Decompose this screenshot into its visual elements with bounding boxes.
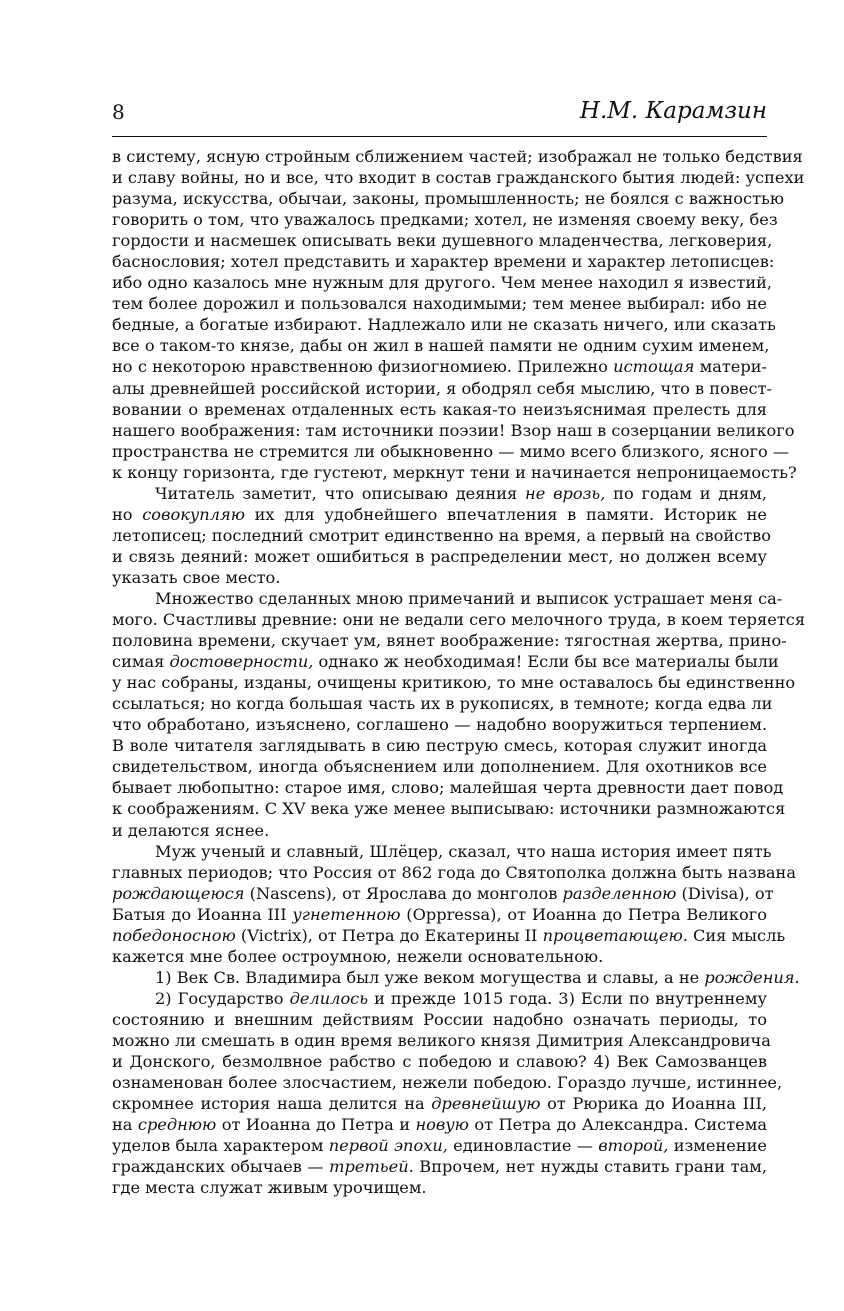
text-line — [112, 862, 797, 883]
text-line — [112, 1093, 767, 1114]
text-line — [112, 1072, 783, 1093]
text-segment: симая — [112, 652, 170, 672]
italic-text: среднюю — [137, 1115, 217, 1135]
text-segment: матери- — [694, 357, 768, 377]
text-line — [112, 441, 790, 462]
text-segment: пространства не стремится ли обыкновенно — мимо всего близкого, ясного — — [112, 441, 790, 461]
page-number: 8 — [112, 100, 125, 124]
text-line — [112, 1177, 767, 1198]
text-line — [112, 967, 800, 988]
italic-text: рождения. — [704, 967, 800, 987]
running-header — [112, 98, 767, 132]
text-segment: Множество сделанных мною примечаний и выписок устрашает меня са- — [155, 588, 783, 608]
text-line — [112, 651, 779, 672]
text-segment: но — [112, 504, 143, 524]
text-segment: однако ж необходимая! Если бы все материалы были — [313, 652, 779, 672]
text-line — [112, 777, 784, 798]
text-segment: половина времени, скучает ум, вянет воображение: тягостная жертва, прино- — [112, 631, 787, 651]
body-text — [112, 146, 806, 1198]
text-segment: главных периодов; что Россия от 862 года до Святополка должна быть названа — [112, 862, 797, 882]
text-segment: от Петра до Александра. Система — [468, 1115, 768, 1135]
text-line — [112, 609, 806, 630]
text-line — [112, 293, 767, 314]
text-segment: 2) Государство — [155, 988, 290, 1008]
text-segment: Батыя до Иоанна III — [112, 904, 293, 924]
text-segment: и связь деяний: может ошибиться в распределении мест, но должен всему — [112, 546, 767, 566]
italic-text: не врозь, — [525, 483, 606, 503]
text-line — [112, 1114, 767, 1135]
text-line — [112, 420, 795, 441]
text-segment: Муж ученый и славный, Шлёцер, сказал, что наша история имеет пять — [155, 841, 772, 861]
text-segment: 1) Век Св. Владимира был уже веком могущества и славы, а не — [155, 967, 705, 987]
text-line — [112, 714, 767, 735]
italic-text: победоносною — [112, 925, 236, 945]
text-line — [112, 988, 767, 1009]
text-line — [112, 841, 772, 862]
text-line — [112, 567, 767, 588]
text-segment: Впрочем, нет нужды ставить грани там, — [413, 1157, 767, 1177]
italic-text: делилось — [289, 988, 369, 1008]
text-segment: что обработано, изъяснено, соглашено — надобно вооружиться терпением. — [112, 715, 767, 735]
text-segment: вовании о временах отдаленных есть какая-то неизъяснимая прелесть для — [112, 399, 767, 419]
italic-text: рождающеюся — [112, 883, 245, 903]
text-line — [112, 925, 786, 946]
text-line — [112, 1156, 767, 1177]
text-segment: и Донского, безмолвное рабство с победою и славою? 4) Век Самозванцев — [112, 1052, 767, 1072]
italic-text: процветающею. — [542, 925, 688, 945]
text-segment: свидетельством, иногда объяснением или дополнением. Для охотников все — [112, 757, 767, 777]
text-segment: алы древнейшей российской истории, я ободрял себя мыслию, что в повест- — [112, 378, 773, 398]
text-line — [112, 335, 770, 356]
text-line — [112, 209, 778, 230]
text-segment: состоянию и внешним действиям России надобно означать периоды, то — [112, 1009, 767, 1029]
italic-text: совокупляю — [142, 504, 245, 524]
text-segment: единовластие — — [447, 1136, 599, 1156]
text-segment: В воле читателя заглядывать в сию пеструю смесь, которая служит иногда — [112, 736, 767, 756]
italic-text: древнейшую — [431, 1094, 541, 1114]
text-segment: уделов была характером — [112, 1136, 329, 1156]
text-segment: ознаменован более злосчастием, нежели победою. Гораздо лучше, истиннее, — [112, 1073, 783, 1093]
text-line — [112, 798, 786, 819]
text-segment: ссылаться; но когда большая часть их в рукописях, в темноте; когда едва ли — [112, 694, 773, 714]
italic-text: разделенною — [562, 883, 677, 903]
text-line — [112, 230, 773, 251]
text-segment: мого. Счастливы древние: они не ведали сего мелочного труда, в коем теряется — [112, 610, 806, 630]
text-segment: можно ли смешать в один время великого князя Димитрия Александровича — [112, 1030, 771, 1050]
text-line — [112, 1009, 767, 1030]
text-line — [112, 883, 774, 904]
text-line — [112, 735, 767, 756]
text-segment: в систему, ясную стройным сближением частей; изображал не только бедствия — [112, 147, 803, 166]
text-segment: Читатель заметит, что описываю деяния — [155, 483, 526, 503]
italic-text: первой эпохи, — [328, 1136, 448, 1156]
text-line — [112, 504, 767, 525]
text-line — [112, 756, 767, 777]
text-segment: (Divisa), от — [676, 883, 774, 903]
text-segment: бедные, а богатые избирают. Надлежало или не сказать ничего, или сказать — [112, 315, 776, 335]
text-line — [112, 378, 773, 399]
text-segment: на — [112, 1115, 138, 1135]
text-line — [112, 546, 767, 567]
italic-text: новую — [415, 1115, 469, 1135]
text-segment: их для удобнейшего впечатления в памяти. Историк не — [244, 504, 767, 524]
text-line — [112, 904, 767, 925]
text-line — [112, 167, 805, 188]
text-line — [112, 630, 787, 651]
running-title: Н.М. Карамзин — [579, 98, 767, 124]
italic-text: третьей. — [329, 1157, 414, 1177]
text-segment: гражданских обычаев — — [112, 1157, 330, 1177]
text-segment: гордости и насмешек описывать веки душевного младенчества, легковерия, — [112, 231, 773, 251]
text-segment: кажется мне более остроумною, нежели основательною. — [112, 946, 604, 966]
text-line — [112, 146, 803, 167]
text-segment: к соображениям. С XV века уже менее выписываю: источники размножаются — [112, 799, 786, 819]
italic-text: угнетенною — [292, 904, 401, 924]
text-line — [112, 1051, 767, 1072]
text-line — [112, 483, 767, 504]
text-segment: указать свое место. — [112, 567, 281, 587]
text-line — [112, 272, 773, 293]
text-segment: где места служат живым урочищем. — [112, 1178, 427, 1198]
text-line — [112, 946, 767, 967]
text-segment: говорить о том, что уважалось предками; хотел, не изменяя своему веку, без — [112, 210, 778, 230]
text-line — [112, 693, 773, 714]
text-segment: от Рюрика до Иоанна III, — [540, 1094, 767, 1114]
text-line — [112, 588, 783, 609]
text-segment: у нас собраны, изданы, очищены критикою, то мне оставалось бы единственно — [112, 673, 796, 693]
text-line — [112, 251, 775, 272]
text-segment: и прежде 1015 года. 3) Если по внутреннему — [368, 988, 768, 1008]
text-line — [112, 820, 767, 841]
text-line — [112, 525, 772, 546]
text-segment: нашего воображения: там источники поэзии! Взор наш в созерцании великого — [112, 420, 795, 440]
text-line — [112, 356, 767, 377]
text-segment: от Иоанна до Петра и — [216, 1115, 416, 1135]
text-segment: и делаются яснее. — [112, 820, 270, 840]
italic-text: второй, — [598, 1136, 669, 1156]
text-segment: летописец; последний смотрит единственно на время, а первый на свойство — [112, 525, 772, 545]
text-segment: к концу горизонта, где густеют, меркнут тени и начинается непроницаемость? — [112, 462, 797, 482]
text-segment: по годам и дням, — [605, 483, 767, 503]
text-segment: скромнее история наша делится на — [112, 1094, 432, 1114]
text-line — [112, 462, 797, 483]
text-line — [112, 399, 767, 420]
text-line — [112, 1030, 771, 1051]
text-segment: бывает любопытно: старое имя, слово; малейшая черта древности дает повод — [112, 778, 784, 798]
text-line — [112, 672, 796, 693]
text-segment: все о таком-то князе, дабы он жил в нашей памяти не одним сухим именем, — [112, 336, 770, 356]
text-segment: изменение — [668, 1136, 768, 1156]
text-segment: (Nascens), от Ярослава до монголов — [244, 883, 563, 903]
text-segment: и славу войны, но и все, что входит в состав гражданского бытия людей: успехи — [112, 168, 805, 188]
italic-text: достоверности, — [169, 652, 314, 672]
text-segment: ибо одно казалось мне нужным для другого. Чем менее находил я известий, — [112, 273, 773, 293]
italic-text: истощая — [613, 357, 695, 377]
text-line — [112, 188, 784, 209]
text-segment: тем более дорожил и пользовался находимыми; тем менее выбирал: ибо не — [112, 294, 767, 314]
header-rule — [112, 136, 767, 137]
text-line — [112, 314, 776, 335]
text-segment: (Oppressa), от Иоанна до Петра Великого — [400, 904, 767, 924]
text-line — [112, 1135, 767, 1156]
text-segment: Сия мысль — [687, 925, 786, 945]
text-segment: баснословия; хотел представить и характер времени и характер летописцев: — [112, 252, 775, 272]
text-segment: (Victrix), от Петра до Екатерины II — [235, 925, 543, 945]
text-segment: но с некоторою нравственною физиогномиею. Прилежно — [112, 357, 614, 377]
text-segment: разума, искусства, обычаи, законы, промышленность; не боялся с важностью — [112, 189, 784, 209]
